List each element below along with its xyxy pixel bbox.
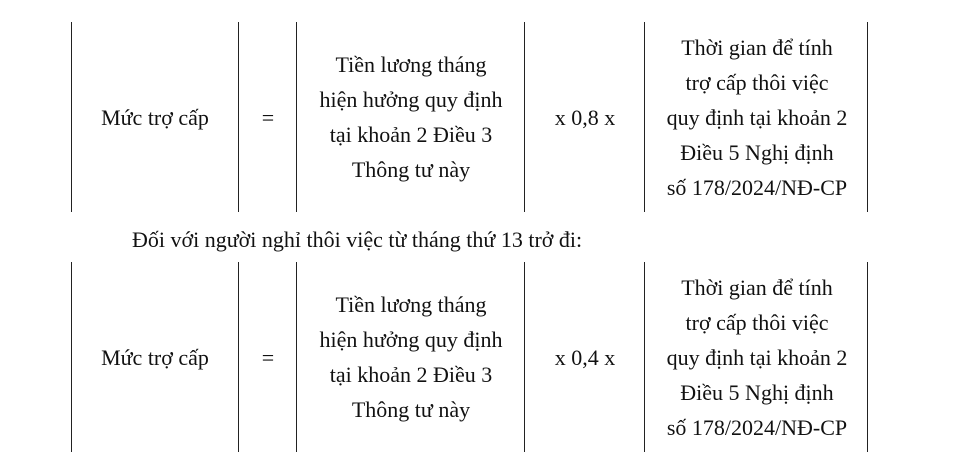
separator-text: Đối với người nghỉ thôi việc từ tháng thứ 13 trở đi: [132, 227, 583, 252]
time-description: Thời gian để tính trợ cấp thôi việc quy định tại khoản 2 Điều 5 Nghị định số 178/2024/NĐ-CP [666, 274, 848, 440]
rate-multiplier: x 0,8 x [554, 104, 616, 130]
formula-table-1 [0, 22, 960, 212]
benefit-label-cell [72, 22, 238, 212]
equals-sign: = [261, 104, 275, 130]
wage-description: Tiền lương tháng hiện hưởng quy định tại khoản 2 Điều 3 Thông tư này [319, 292, 503, 422]
benefit-label: Mức trợ cấp [101, 344, 209, 370]
wage-description: Tiền lương tháng hiện hưởng quy định tại khoản 2 Điều 3 Thông tư này [319, 52, 503, 182]
rate-multiplier: x 0,4 x [554, 344, 616, 370]
rate-cell [526, 22, 644, 212]
equals-cell [240, 22, 296, 212]
formula-table-2 [0, 262, 960, 452]
time-cell [646, 262, 868, 452]
benefit-label: Mức trợ cấp [101, 104, 209, 130]
wage-cell [298, 22, 524, 212]
equals-cell [240, 262, 296, 452]
time-description: Thời gian để tính trợ cấp thôi việc quy định tại khoản 2 Điều 5 Nghị định số 178/2024/NĐ-CP [666, 34, 848, 200]
time-cell [646, 22, 868, 212]
equals-sign: = [261, 344, 275, 370]
wage-cell [298, 262, 524, 452]
rate-cell [526, 262, 644, 452]
benefit-label-cell [72, 262, 238, 452]
